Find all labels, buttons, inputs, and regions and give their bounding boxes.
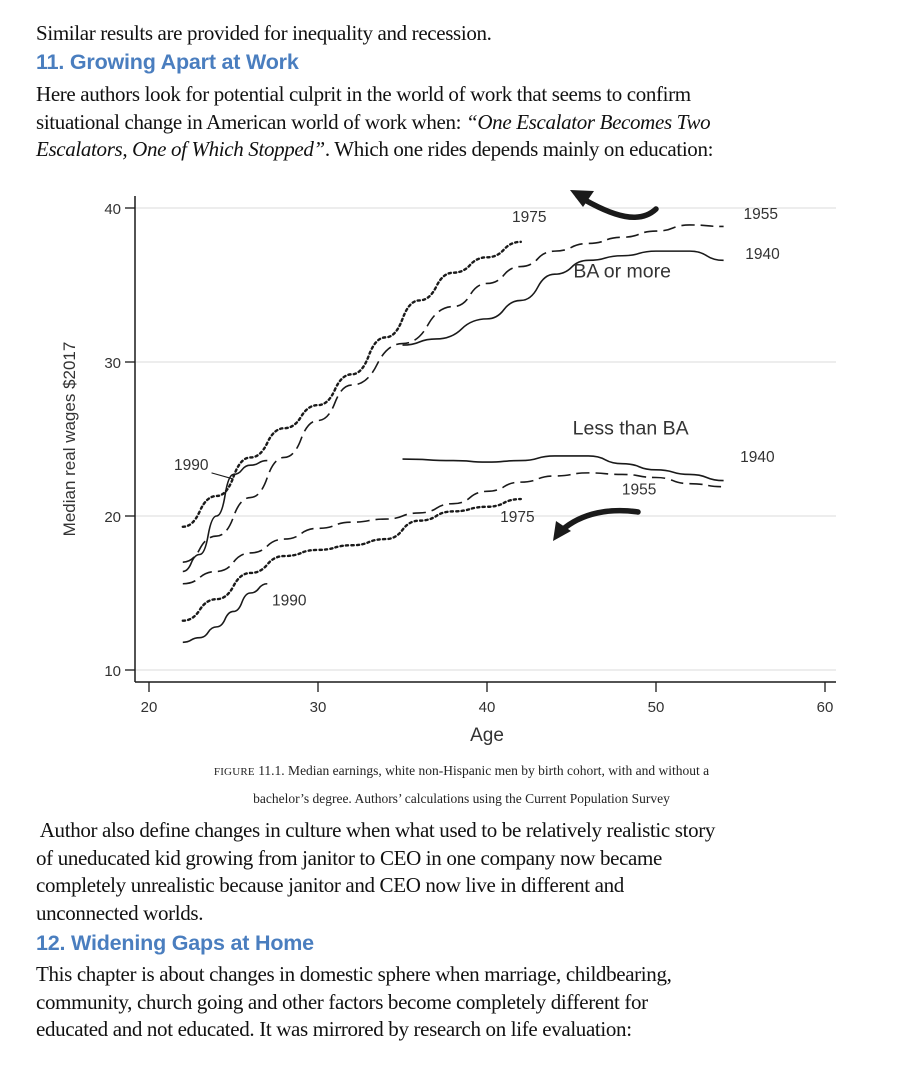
figure-label: FIGURE xyxy=(213,766,255,778)
section-11-heading: 11. Growing Apart at Work xyxy=(36,50,299,74)
series-line-less-than-ba-1975 xyxy=(183,499,521,621)
y-axis-title: Median real wages $2017 xyxy=(60,341,79,537)
arrow-up-left-icon xyxy=(578,196,656,217)
x-tick-label: 40 xyxy=(478,699,496,716)
cohort-label: 1975 xyxy=(512,208,547,226)
cohort-label: 1955 xyxy=(743,205,779,223)
quote-text: Escalators, One of Which Stopped” xyxy=(36,137,325,161)
x-axis-title: Age xyxy=(470,725,504,746)
paragraph-line: educated and not educated. It was mirrored by research on life evaluation: xyxy=(36,1017,632,1041)
paragraph-line: This chapter is about changes in domestic sphere when marriage, childbearing, xyxy=(36,962,672,986)
cohort-label: 1955 xyxy=(621,481,657,499)
cohort-label: 1940 xyxy=(740,449,775,467)
group-label: BA or more xyxy=(573,260,671,283)
y-tick-label: 40 xyxy=(104,201,121,218)
caption-text: 11.1. Median earnings, white non-Hispanic men by birth cohort, with and without a xyxy=(258,763,710,778)
intro-line: Similar results are provided for inequality and recession. xyxy=(36,21,492,45)
paragraph-line: Author also define changes in culture when what used to be relatively realistic story xyxy=(36,818,716,842)
paragraph-line xyxy=(36,109,713,137)
y-tick-label: 20 xyxy=(104,509,121,526)
section-12-heading: 12. Widening Gaps at Home xyxy=(36,931,314,955)
x-tick-label: 50 xyxy=(647,699,665,716)
cohort-label: 1940 xyxy=(745,245,780,263)
y-tick-label: 10 xyxy=(104,663,121,680)
culture-paragraph xyxy=(36,817,715,927)
paragraph-line: Here authors look for potential culprit in the world of work that seems to confirm xyxy=(36,82,691,106)
figure-caption-line-2: bachelor’s degree. Authors’ calculations using the Current Population Survey xyxy=(253,791,670,806)
x-tick-label: 20 xyxy=(140,699,158,716)
group-label: Less than BA xyxy=(572,417,689,440)
series-line-less-than-ba-1940 xyxy=(403,456,724,481)
quote-text: “One Escalator Becomes Two xyxy=(466,109,711,134)
paragraph-line: of uneducated kid growing from janitor to CEO in one company now became xyxy=(36,845,662,870)
y-tick-label: 30 xyxy=(104,355,121,372)
paragraph-line: completely unrealistic because janitor and CEO now live in different and xyxy=(36,873,624,897)
cohort-label: 1990 xyxy=(272,592,307,610)
arrow-down-left-icon xyxy=(561,511,638,531)
series-line-less-than-ba-1990 xyxy=(183,584,267,643)
paragraph-line: unconnected worlds. xyxy=(36,900,204,925)
chart-labels xyxy=(174,206,780,610)
section-12-paragraph xyxy=(36,961,672,1044)
intro-paragraph xyxy=(36,20,492,48)
section-11-paragraph xyxy=(36,81,713,164)
cohort-label: 1975 xyxy=(500,509,535,527)
paragraph-text: situational change in American world of work when: xyxy=(36,109,467,134)
x-tick-label: 30 xyxy=(309,699,327,716)
paragraph-line: community, church going and other factors become completely different for xyxy=(36,989,648,1014)
paragraph-text: . Which one rides depends mainly on education: xyxy=(324,137,714,161)
x-tick-label: 60 xyxy=(816,699,834,716)
series-line-ba-1940 xyxy=(403,251,724,345)
figure-caption-line-1 xyxy=(0,763,923,779)
cohort-label: 1990 xyxy=(174,456,209,474)
paragraph-line xyxy=(36,136,713,164)
gridlines xyxy=(135,205,836,670)
wages-by-age-chart xyxy=(0,185,923,755)
